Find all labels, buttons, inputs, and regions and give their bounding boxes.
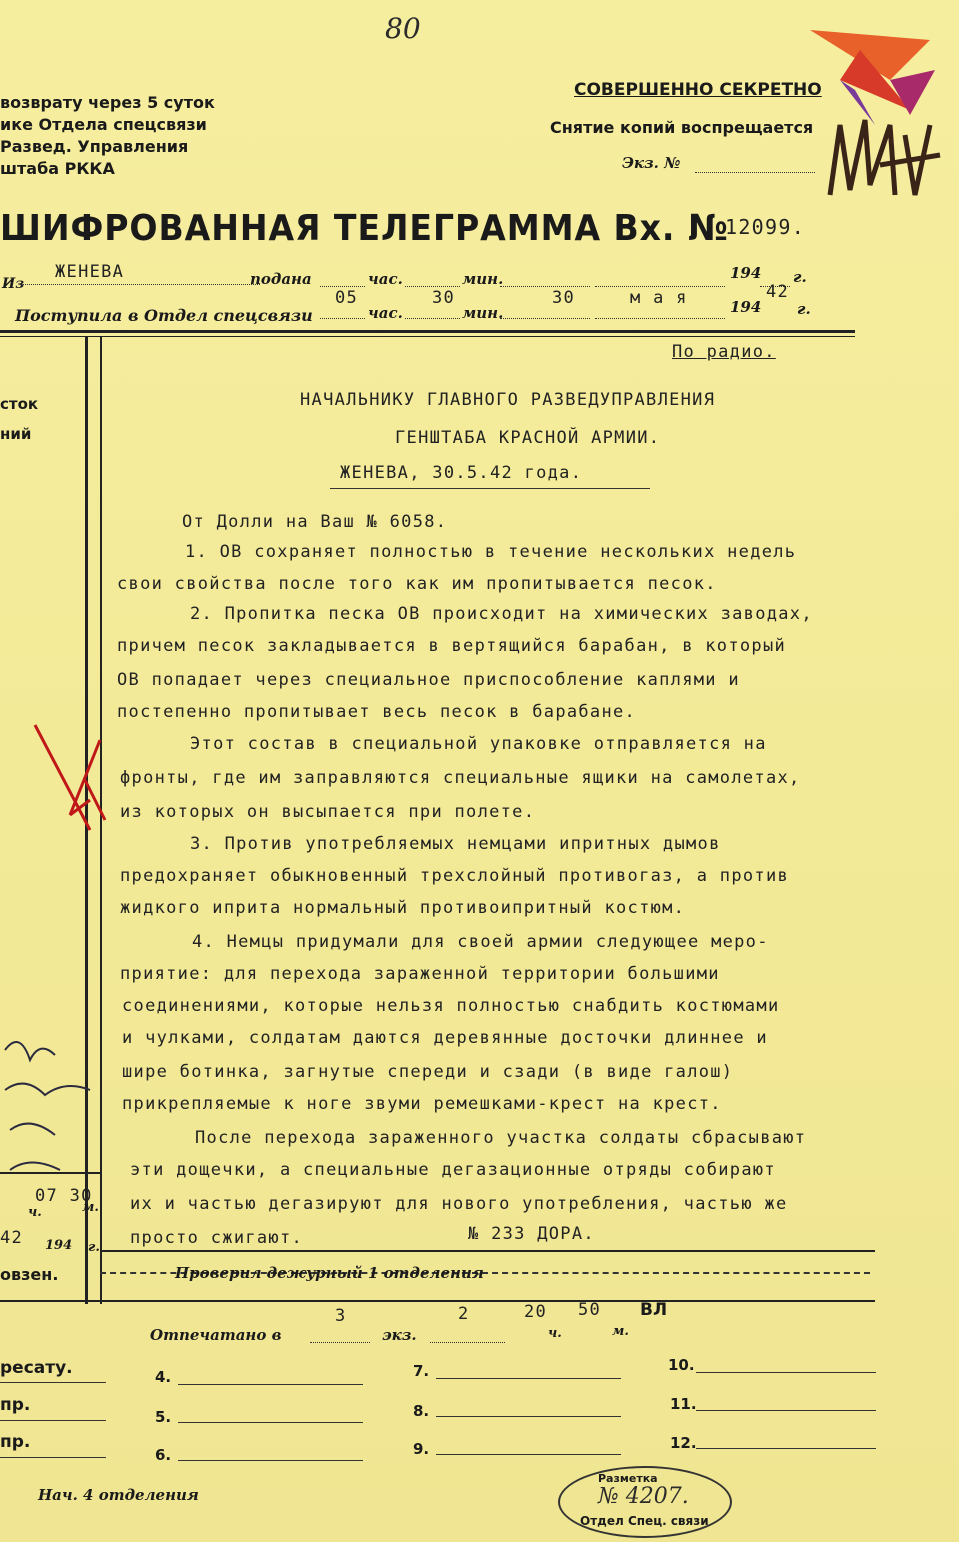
margin-text: 194 [45,1238,73,1253]
margin-text: овзен. [0,1265,59,1284]
method: По радио. [672,342,776,362]
from-city: ЖЕНЕВА [55,262,125,282]
received-hour: 05 [335,288,359,308]
body-line: фронты, где им заправляются специальные ящики на самолетах, [120,768,801,788]
year-label: 194 [730,264,762,282]
body-line: свои свойства после того как им пропитывается песок. [117,574,717,594]
received-day: 30 [552,288,576,308]
distribution-left: ресату. [0,1358,73,1378]
body-line: шире ботинка, загнутые спереди и сзади (в виде галош) [122,1062,734,1082]
body-line: эти дощечки, а специальные дегазационные отряды собирают [130,1160,776,1180]
submitted-label: подана [250,270,312,288]
g-label: г. [793,268,807,286]
body-line: просто сжигают. [130,1228,304,1248]
body-line: соединениями, которые нельзя полностью снабдить костюмами [122,996,780,1016]
copy-label: Экз. № [622,154,681,172]
body-line: 4. Немцы придумали для своей армии следующее меро- [192,932,769,952]
body-line: От Долли на Ваш № 6058. [182,512,448,532]
received-label: Поступила в Отдел спецсвязи [15,306,313,325]
body-line: и чулками, солдатам даются деревянные досточки длиннее и [122,1028,768,1048]
body-line: 2. Пропитка песка ОВ происходит на химических заводах, [190,604,813,624]
distribution-left: пр. [0,1395,31,1415]
margin-text: г. [88,1240,100,1255]
classification: СОВЕРШЕННО СЕКРЕТНО [574,80,822,100]
margin-text: ний [0,425,32,443]
ch-label: ч. [548,1326,562,1341]
margin-text: сток [0,395,39,413]
body-line: предохраняет обыкновенный трехслойный противогаз, а против [120,866,790,886]
body-line: 1. ОВ сохраняет полностью в течение нескольких недель [185,542,797,562]
body-line: Этот состав в специальной упаковке отправляется на [190,734,767,754]
stamp-top-text: Разметка [598,1472,658,1485]
margin-text: 07 30 [35,1186,93,1206]
received-min: 30 [432,288,456,308]
g-label-2: г. [797,300,811,318]
distribution-number: 4. [155,1368,172,1386]
body-line: 3. Против употребляемых немцами ипритных дымов [190,834,721,854]
year-label-2: 194 [730,298,762,316]
head-label: Нач. 4 отделения [38,1486,199,1504]
handwritten-signature-icon [820,95,950,210]
distribution-number: 5. [155,1408,172,1426]
page-number: 80 [385,12,421,45]
stamp-number: № 4207. [598,1484,689,1509]
recipient-line1: НАЧАЛЬНИКУ ГЛАВНОГО РАЗВЕДУПРАВЛЕНИЯ [300,390,716,410]
signature: № 233 ДОРА. [468,1224,595,1244]
distribution-number: 8. [413,1402,430,1420]
handwritten-margin-notes-icon [0,1020,110,1180]
printed-initials: ВЛ [640,1300,668,1320]
recipient-line2: ГЕНШТАБА КРАСНОЙ АРМИИ. [395,428,661,448]
body-line: После перехода зараженного участка солдаты сбрасывают [195,1128,807,1148]
from-prefix: Из [2,276,25,292]
min-label: мин. [462,270,504,288]
header-left-line: Развед. Управления [0,137,189,156]
distribution-number: 7. [413,1362,430,1380]
margin-text: ч. [28,1205,42,1220]
min-label-2: мин. [462,304,504,322]
checked-by: Проверил дежурный 1 отделения [175,1264,484,1282]
header-left-line: возврату через 5 суток [0,93,215,112]
header-left-line: ике Отдела спецсвязи [0,115,207,134]
margin-text: 42 [0,1228,24,1248]
distribution-left: пр. [0,1432,31,1452]
copy-notice: Снятие копий воспрещается [550,118,814,137]
body-line: жидкого иприта нормальный противоипритный костюм. [120,898,686,918]
distribution-number: 11. [670,1395,697,1413]
body-line: их и частью дегазируют для нового употребления, частью же [130,1194,788,1214]
distribution-number: 12. [670,1434,697,1452]
distribution-number: 9. [413,1440,430,1458]
header-left-line: штаба РККА [0,159,115,178]
printed-label: Отпечатано в [150,1326,282,1344]
body-line: постепенно пропитывает весь песок в барабане. [117,702,637,722]
header-left [0,92,215,180]
margin-text: м. [82,1200,99,1215]
ekz-label: экз. [382,1326,417,1344]
place-date: ЖЕНЕВА, 30.5.42 года. [340,463,583,483]
received-month: м а я [630,288,688,308]
hour-label: час. [368,270,403,288]
document-title: ШИФРОВАННАЯ ТЕЛЕГРАММА Вх. № [0,208,729,249]
body-line: прикрепляемые к ноге звуми ремешками-крест на крест. [122,1094,722,1114]
printed-hour: 20 [524,1302,548,1322]
printed-day: 2 [458,1304,470,1324]
printed-copies: 3 [335,1306,347,1326]
body-line: ОВ попадает через специальное приспособление каплями и [117,670,740,690]
body-line: приятие: для перехода зараженной территории большими [120,964,720,984]
incoming-number: 12099. [725,215,806,239]
distribution-number: 10. [668,1356,695,1374]
hour-label-2: час. [368,304,403,322]
red-pencil-mark-icon [30,720,110,840]
stamp-bottom-text: Отдел Спец. связи [580,1514,709,1528]
received-year: 42 [766,282,790,302]
printed-min: 50 [578,1300,602,1320]
distribution-number: 6. [155,1446,172,1464]
office-stamp [558,1466,732,1538]
m-label: м. [612,1324,629,1339]
body-line: из которых он высыпается при полете. [120,802,536,822]
body-line: причем песок закладывается в вертящийся барабан, в который [117,636,787,656]
